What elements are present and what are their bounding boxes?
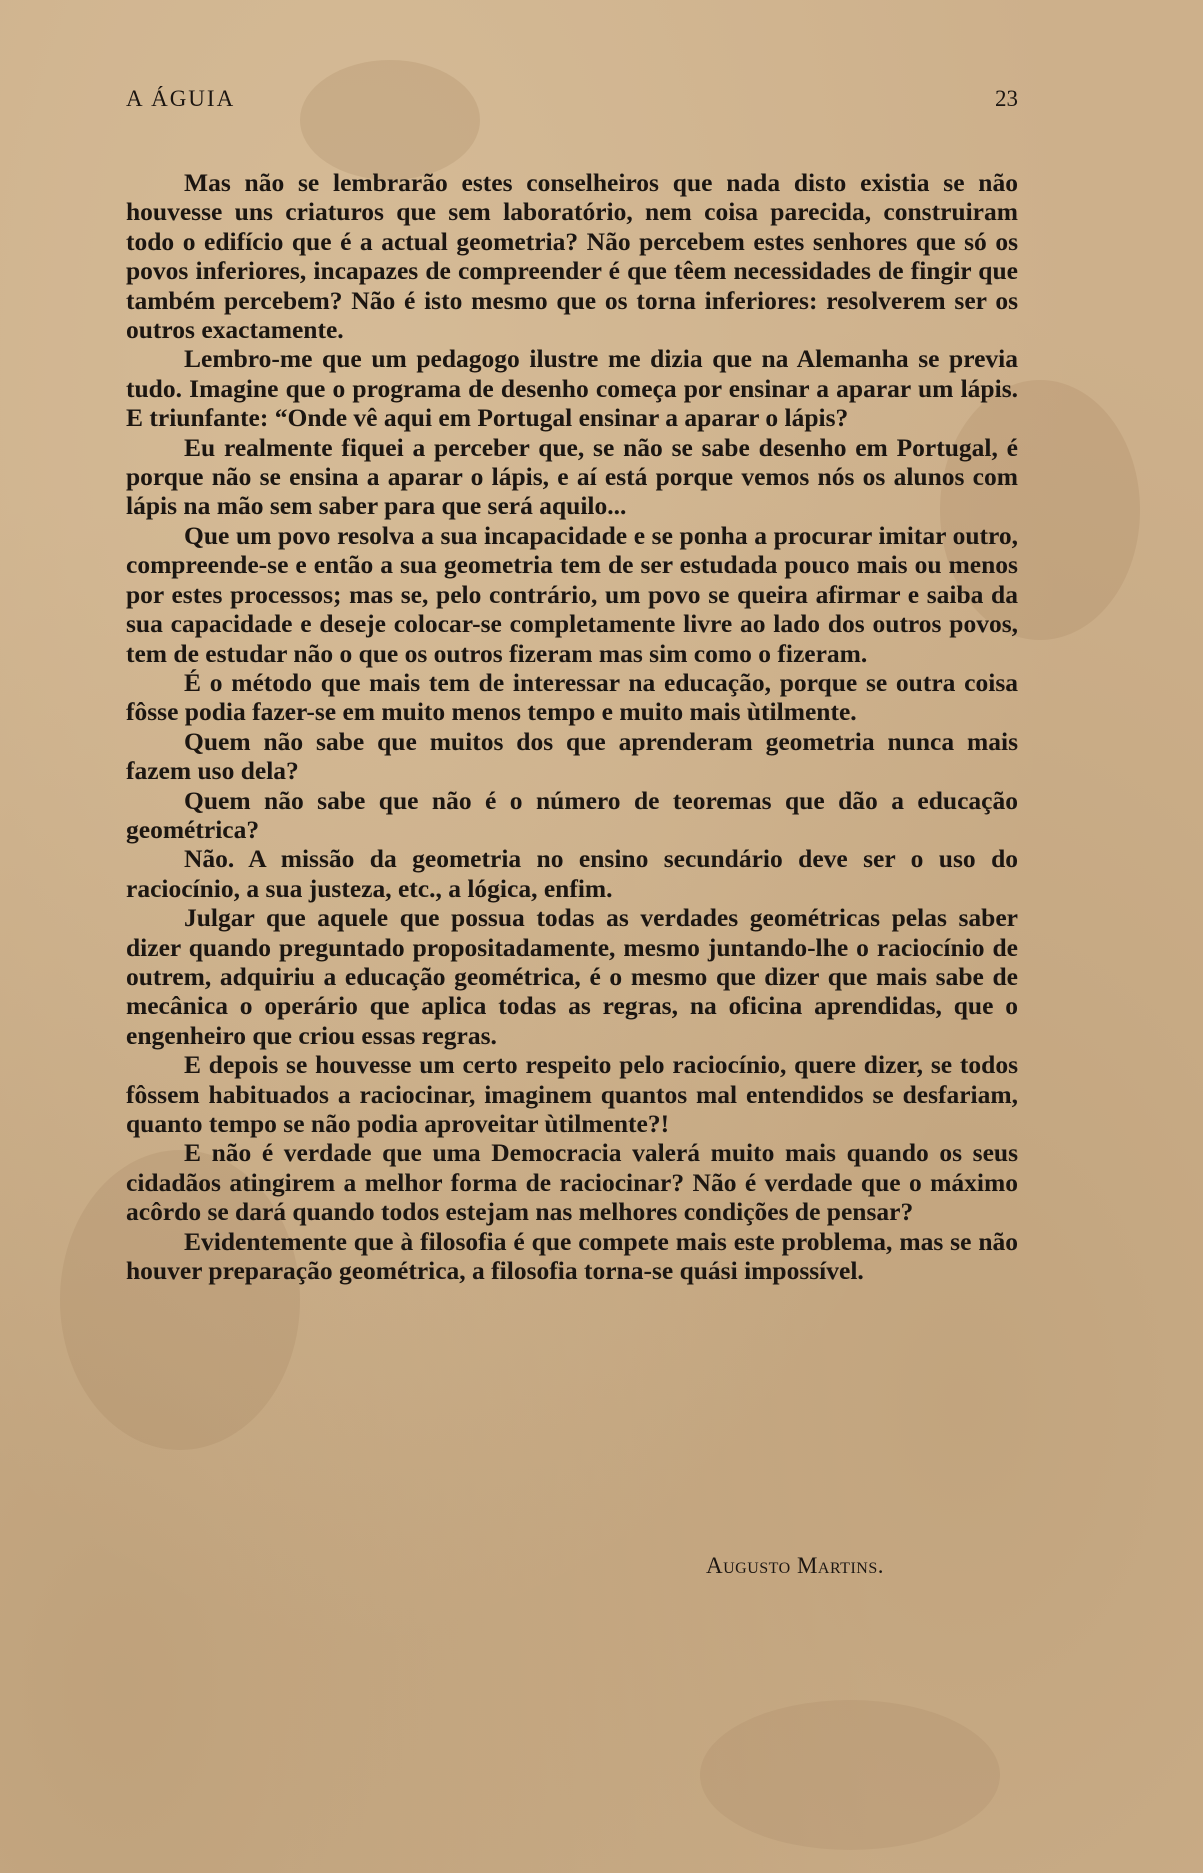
paragraph: Quem não sabe que muitos dos que aprenderam geometria nunca mais fazem uso dela? bbox=[126, 726, 1018, 786]
paragraph: Julgar que aquele que possua todas as verdades geométricas pelas saber dizer quando preguntado propositadamente, mesmo juntando-lhe o raciocínio de outrem, adquiriu a educação geométrica, é o mesmo que dizer que mais sabe de mecânica o operário que aplica todas as regras, na oficina aprendidas, que o engenheiro que criou essas regras. bbox=[126, 903, 1018, 1050]
paper-stain bbox=[700, 1700, 1000, 1850]
paragraph: Não. A missão da geometria no ensino secundário deve ser o uso do raciocínio, a sua justeza, etc., a lógica, enfim. bbox=[126, 844, 1018, 903]
paragraph: É o método que mais tem de interessar na educação, porque se outra coisa fôsse podia fazer-se em muito menos tempo e muito mais ùtilmente. bbox=[126, 667, 1018, 727]
paragraph: Mas não se lembrarão estes conselheiros que nada disto existia se não houvesse uns criaturos que sem laboratório, nem coisa parecida, construiram todo o edifício que é a actual geometria? Não percebem estes senhores que só os povos inferiores, incapazes de compreender é que têem necessidades de fingir que também percebem? Não é isto mesmo que os torna inferiores: resolverem ser os outros exactamente. bbox=[126, 168, 1018, 345]
author-signature: Augusto Martins. bbox=[706, 1553, 884, 1578]
journal-title: A ÁGUIA bbox=[126, 86, 236, 111]
paragraph: Eu realmente fiquei a perceber que, se não se sabe desenho em Portugal, é porque não se ensina a aparar o lápis, e aí está porque vemos nós os alunos com lápis na mão sem saber para que será aquilo... bbox=[126, 432, 1018, 521]
paragraph: Lembro-me que um pedagogo ilustre me dizia que na Alemanha se previa tudo. Imagine que o programa de desenho começa por ensinar a aparar um lápis. E triunfante: “Onde vê aqui em Portugal ensinar a aparar o lápis? bbox=[126, 344, 1018, 433]
paragraph: E depois se houvesse um certo respeito pelo raciocínio, quere dizer, se todos fôssem habituados a raciocinar, imaginem quantos mal entendidos se desfariam, quanto tempo se não podia aproveitar ùtilmente?! bbox=[126, 1050, 1018, 1138]
paragraph: Evidentemente que à filosofia é que compete mais este problema, mas se não houver preparação geométrica, a filosofia torna-se quási impossível. bbox=[126, 1226, 1018, 1286]
paragraph: E não é verdade que uma Democracia valerá muito mais quando os seus cidadãos atingirem a melhor forma de raciocinar? Não é verdade que o máximo acôrdo se dará quando todos estejam nas melhores condições de pensar? bbox=[126, 1138, 1018, 1227]
article-body bbox=[126, 168, 1018, 1285]
page-number: 23 bbox=[995, 86, 1018, 111]
paragraph: Que um povo resolva a sua incapacidade e se ponha a procurar imitar outro, compreende-se e então a sua geometria tem de ser estudada pouco mais ou menos por estes processos; mas se, pelo contrário, um povo se queira afirmar e saiba da sua capacidade e deseje colocar-se completamente livre ao lado dos outros povos, tem de estudar não o que os outros fizeram mas sim como o fizeram. bbox=[126, 520, 1018, 668]
page-header bbox=[126, 86, 1018, 126]
paragraph: Quem não sabe que não é o número de teoremas que dão a educação geométrica? bbox=[126, 785, 1018, 844]
